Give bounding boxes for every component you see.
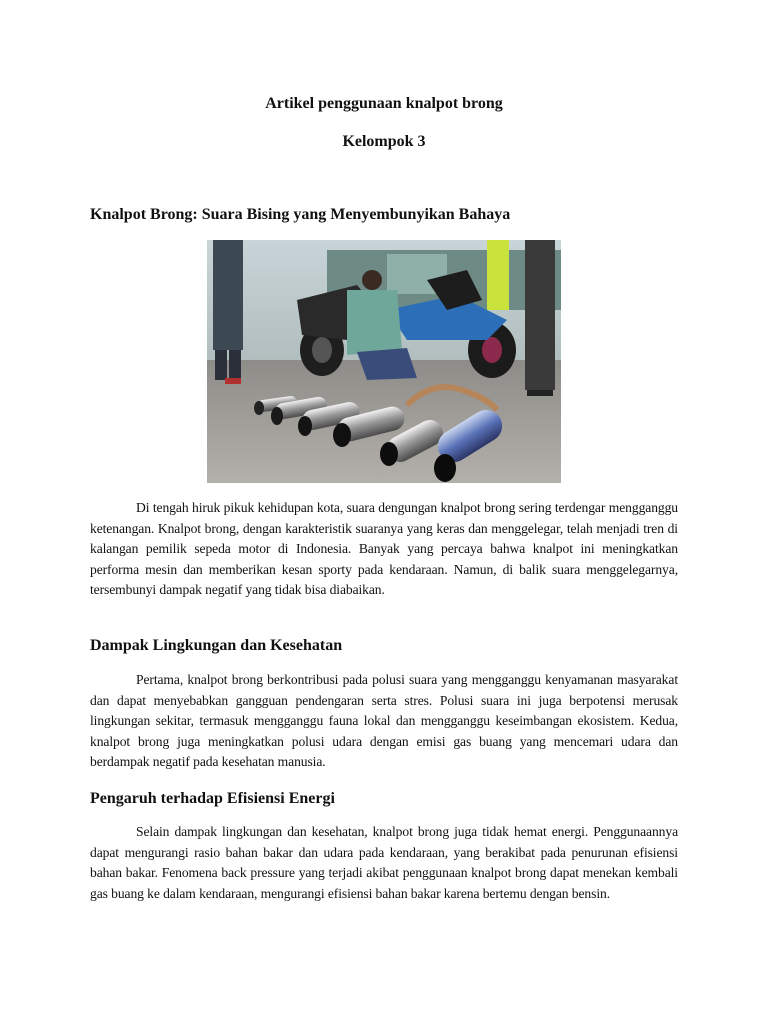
intro-paragraph: Di tengah hiruk pikuk kehidupan kota, suara dengungan knalpot brong sering terdengar mengganggu ketenangan. Knalpot brong, dengan karakteristik suaranya yang keras dan menggelegar, telah menjadi tren di kalangan pemilik sepeda motor di Indonesia. Banyak yang percaya bahwa knalpot ini meningkatkan performa mesin dan memberikan kesan sporty pada kendaraan. Namun, di balik suara menggelegarnya, tersembunyi dampak negatif yang tidak bisa diabaikan. xyxy=(90,500,678,597)
article-photo-exhausts xyxy=(207,240,561,483)
group-label: Kelompok 3 xyxy=(342,133,426,150)
section-body-environment: Pertama, knalpot brong berkontribusi pada polusi suara yang mengganggu kenyamanan masyarakat dan dapat menyebabkan gangguan pendengaran serta stres. Polusi suara ini juga berpotensi merusak lingkungan sekitar, termasuk mengganggu fauna lokal dan mengganggu keseimbangan ekosistem. Kedua, knalpot brong juga meningkatkan polusi udara dengan emisi gas buang yang mencemari udara dan berdampak negatif pada kesehatan manusia. xyxy=(90,672,678,769)
section-heading-environment: Dampak Lingkungan dan Kesehatan xyxy=(90,637,343,654)
section-heading-energy: Pengaruh terhadap Efisiensi Energi xyxy=(90,790,335,807)
document-title: Artikel penggunaan knalpot brong xyxy=(265,95,503,112)
section-body-energy: Selain dampak lingkungan dan kesehatan, knalpot brong juga tidak hemat energi. Penggunaannya dapat mengurangi rasio bahan bakar dan udara pada kendaraan, yang berakibat pada penurunan efisiensi bahan bakar. Fenomena back pressure yang terjadi akibat penggunaan knalpot brong dapat menekan kembali gas buang ke dalam kendaraan, mengurangi efisiensi bahan bakar karena bertemu dengan bensin. xyxy=(90,824,678,901)
article-heading: Knalpot Brong: Suara Bising yang Menyembunyikan Bahaya xyxy=(90,206,511,223)
